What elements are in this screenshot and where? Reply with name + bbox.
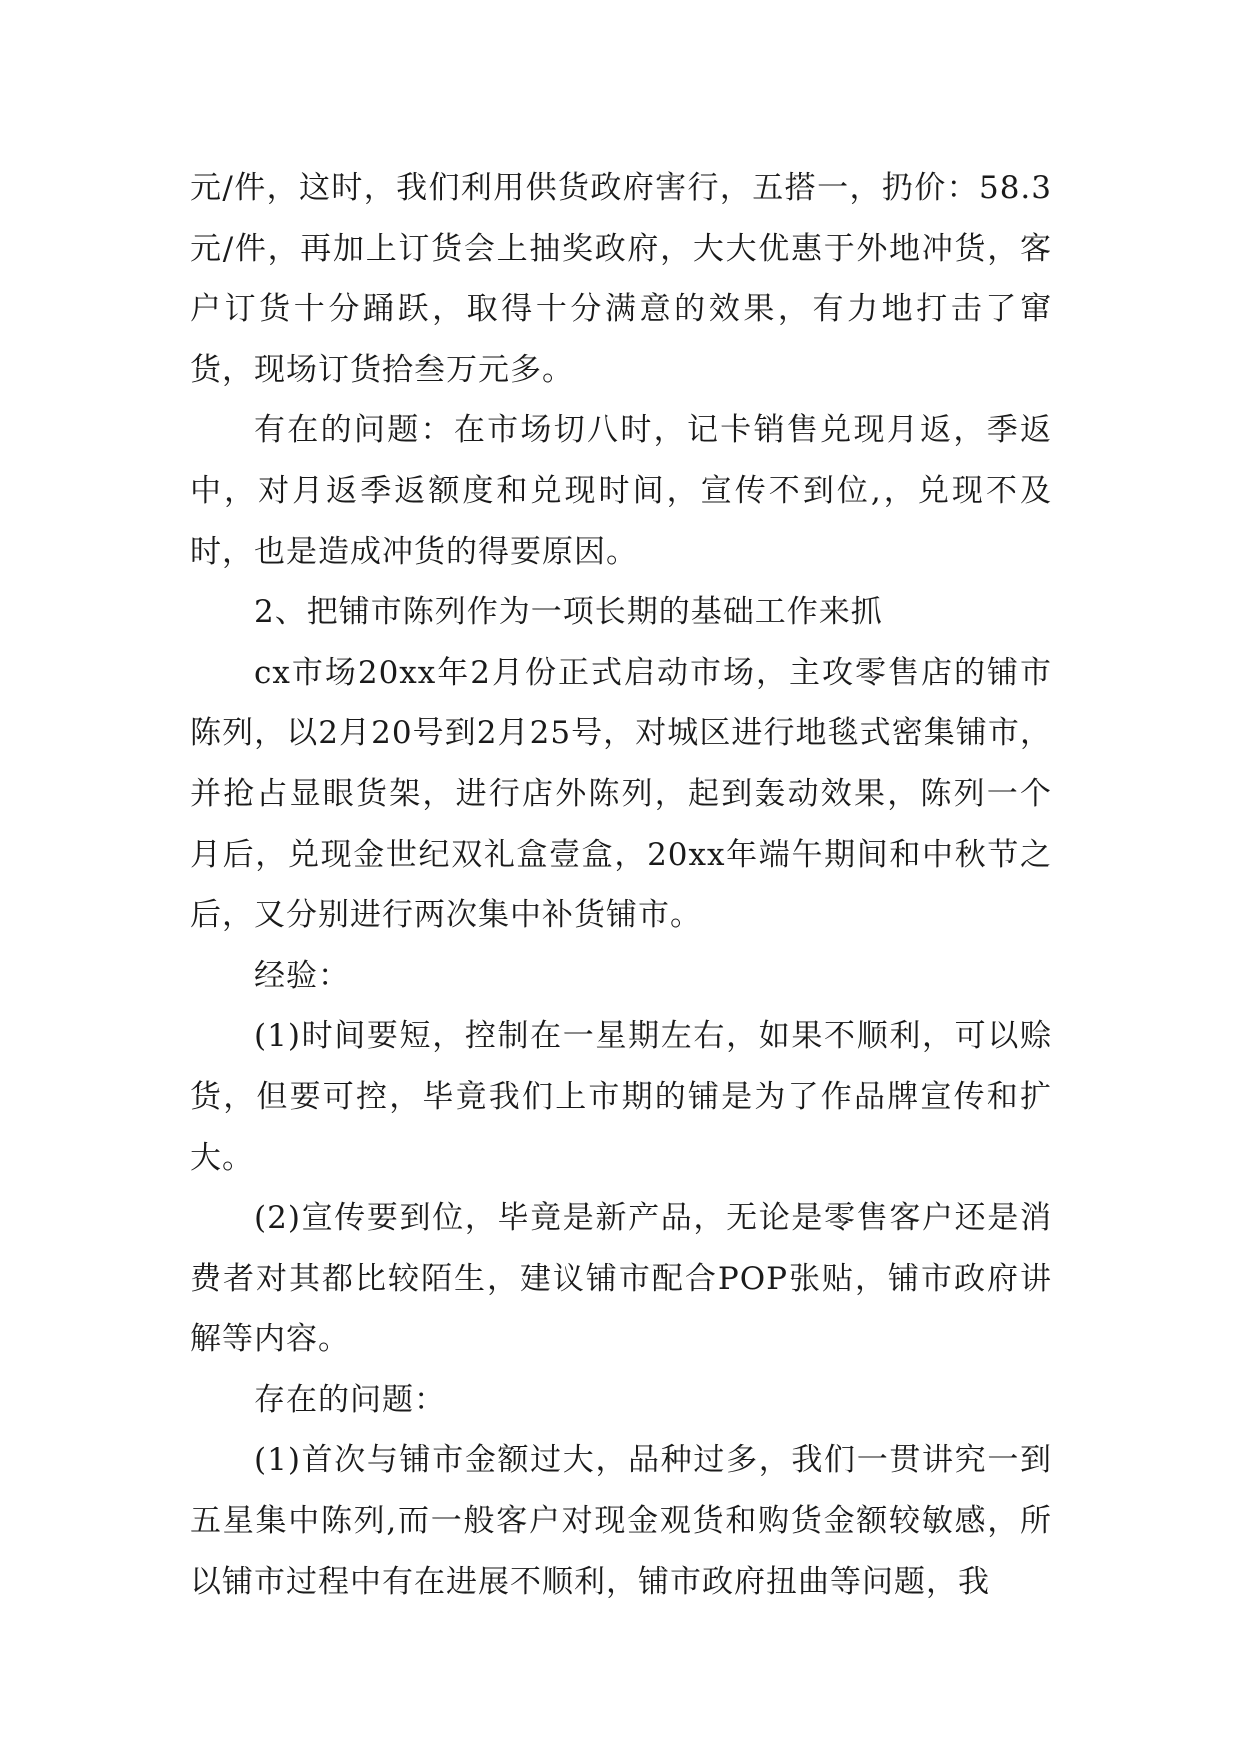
issues-heading: 存在的问题：	[254, 1381, 446, 1418]
experience-item-2: (2)宣传要到位，毕竟是新产品，无论是零售客户还是消费者对其都比较陌生，建议铺市配合POP张贴，铺市政府讲解等内容。	[190, 1200, 1052, 1358]
issue-item-1: (1)首次与铺市金额过大，品种过多，我们一贯讲究一到五星集中陈列,而一般客户对现金观货和购货金额较敏感，所以铺市过程中有在进展不顺利，铺市政府扭曲等问题，我	[190, 1442, 1052, 1600]
paragraph-existing-issues: 有在的问题：在市场切八时，记卡销售兑现月返，季返中，对月返季返额度和兑现时间，宣传不到位,，兑现不及时，也是造成冲货的得要原因。	[190, 412, 1052, 570]
experience-item-1: (1)时间要短，控制在一星期左右，如果不顺利，可以赊货，但要可控，毕竟我们上市期的铺是为了作品牌宣传和扩大。	[190, 1018, 1052, 1176]
section-heading: 2、把铺市陈列作为一项长期的基础工作来抓	[254, 594, 883, 631]
experience-heading: 经验：	[254, 957, 350, 994]
paragraph-continuation: 元/件，这时，我们利用供货政府害行，五搭一，扔价：58.3元/件，再加上订货会上抽奖政府，大大优惠于外地冲货，客户订货十分踊跃，取得十分满意的效果，有力地打击了窜货，现场订货拾叁万元多。	[190, 170, 1052, 388]
document-body	[190, 158, 1052, 1612]
paragraph-market-launch: cx市场20xx年2月份正式启动市场，主攻零售店的铺市陈列，以2月20号到2月25号，对城区进行地毯式密集铺市，并抢占显眼货架，进行店外陈列，起到轰动效果，陈列一个月后，兑现金世纪双礼盒壹盒，20xx年端午期间和中秋节之后，又分别进行两次集中补货铺市。	[190, 654, 1052, 934]
